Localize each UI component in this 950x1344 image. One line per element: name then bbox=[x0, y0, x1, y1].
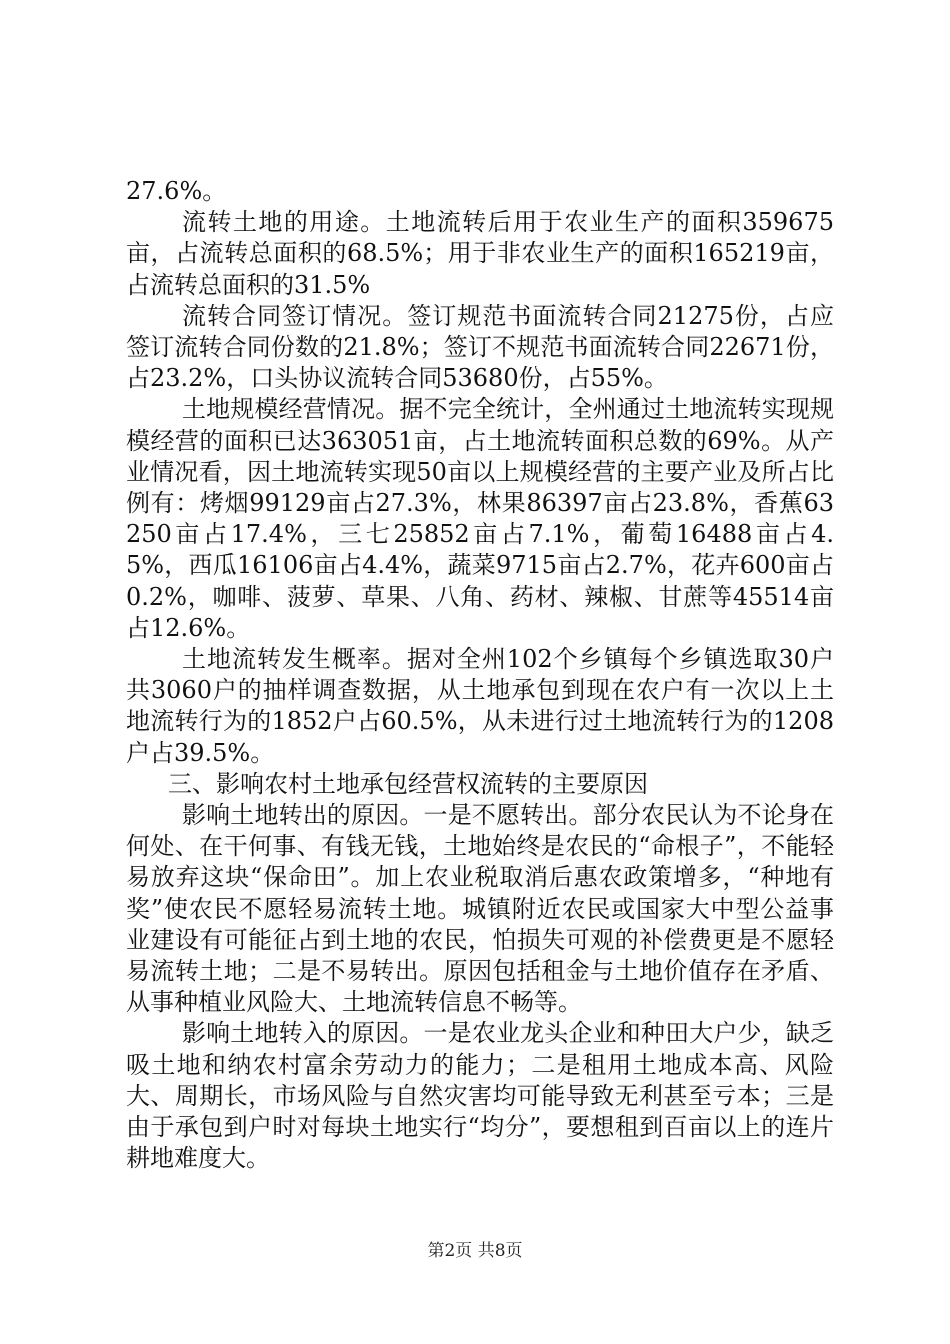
document-body bbox=[126, 176, 834, 1175]
paragraph-scale-operation: 土地规模经营情况。据不完全统计，全州通过土地流转实现规模经营的面积已达363051亩，占土地流转面积总数的69%。从产业情况看，因土地流转实现50亩以上规模经营的主要产业及所占比例有：烤烟99129亩占27.3%，林果86397亩占23.8%，香蕉63250亩占17.4%，三七25852亩占7.1%，葡萄16488亩占4.5%，西瓜16106亩占4.4%，蔬菜9715亩占2.7%，花卉600亩占0.2%，咖啡、菠萝、草果、八角、药材、辣椒、甘蔗等45514亩占12.6%。 bbox=[126, 395, 834, 642]
paragraph-land-use: 流转土地的用途。土地流转后用于农业生产的面积359675亩，占流转总面积的68.5%；用于非农业生产的面积165219亩，占流转总面积的31.5% bbox=[126, 208, 834, 299]
paragraph-continuation: 27.6%。 bbox=[126, 177, 227, 205]
section-heading: 三、影响农村土地承包经营权流转的主要原因 bbox=[168, 769, 648, 798]
paragraph-probability: 土地流转发生概率。据对全州102个乡镇每个乡镇选取30户共3060户的抽样调查数据，从土地承包到现在农户有一次以上土地流转行为的1852户占60.5%，从未进行过土地流转行为的1208户占39.5%。 bbox=[126, 645, 834, 767]
paragraph-transfer-out-reasons: 影响土地转出的原因。一是不愿转出。部分农民认为不论身在何处、在干何事、有钱无钱，土地始终是农民的“命根子”，不能轻易放弃这块“保命田”。加上农业税取消后惠农政策增多，“种地有奖”使农民不愿轻易流转土地。城镇附近农民或国家大中型公益事业建设有可能征占到土地的农民，怕损失可观的补偿费更是不愿轻易流转土地；二是不易转出。原因包括租金与土地价值存在矛盾、从事种植业风险大、土地流转信息不畅等。 bbox=[126, 801, 834, 1017]
page-footer: 第2页 共8页 bbox=[427, 1241, 523, 1261]
paragraph-transfer-in-reasons: 影响土地转入的原因。一是农业龙头企业和种田大户少，缺乏吸土地和纳农村富余劳动力的能力；二是租用土地成本高、风险大、周期长，市场风险与自然灾害均可能导致无利甚至亏本；三是由于承包到户时对每块土地实行“均分”，要想租到百亩以上的连片耕地难度大。 bbox=[126, 1019, 834, 1173]
paragraph-contracts: 流转合同签订情况。签订规范书面流转合同21275份，占应签订流转合同份数的21.8%；签订不规范书面流转合同22671份，占23.2%，口头协议流转合同53680份，占55%。 bbox=[126, 301, 834, 393]
